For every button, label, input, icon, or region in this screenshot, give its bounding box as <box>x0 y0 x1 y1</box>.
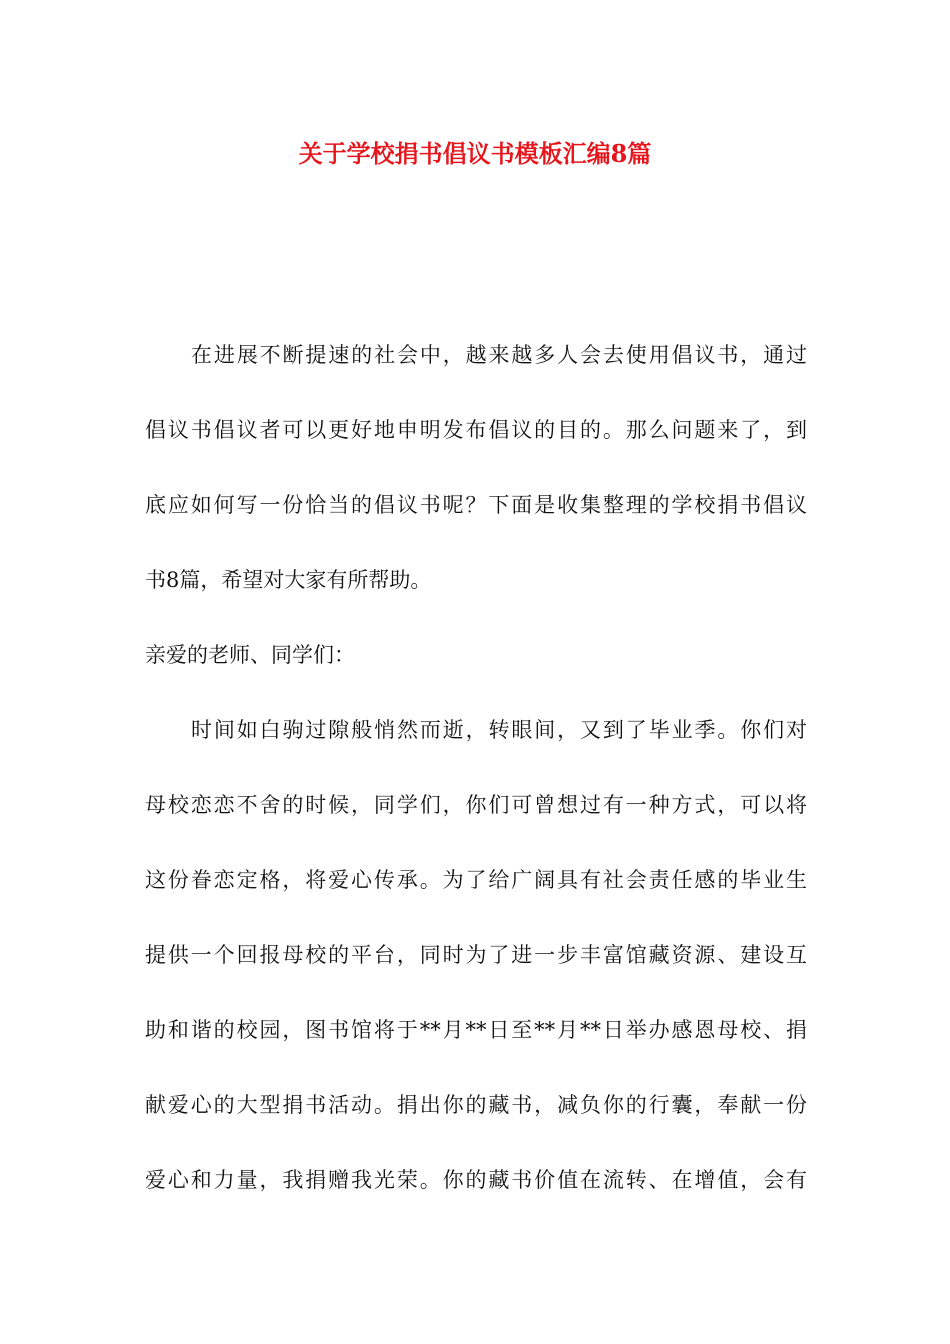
paragraph-line: 提供一个回报母校的平台，同时为了进一步丰富馆藏资源、建设互 <box>145 943 807 967</box>
salutation: 亲爱的老师、同学们： <box>145 643 355 667</box>
paragraph-line: 爱心和力量，我捐赠我光荣。你的藏书价值在流转、在增值，会有 <box>145 1168 807 1192</box>
paragraph-line: 底应如何写一份恰当的倡议书呢？下面是收集整理的学校捐书倡议 <box>145 493 807 517</box>
paragraph-line: 倡议书倡议者可以更好地申明发布倡议的目的。那么问题来了，到 <box>145 418 807 442</box>
paragraph-line: 献爱心的大型捐书活动。捐出你的藏书，减负你的行囊，奉献一份 <box>145 1093 807 1117</box>
paragraph-line: 这份眷恋定格，将爱心传承。为了给广阔具有社会责任感的毕业生 <box>145 868 807 892</box>
paragraph-line: 助和谐的校园，图书馆将于**月**日至**月**日举办感恩母校、捐 <box>145 1018 807 1042</box>
paragraph-line: 书8篇，希望对大家有所帮助。 <box>145 568 432 592</box>
paragraph-line: 时间如白驹过隙般悄然而逝，转眼间，又到了毕业季。你们对 <box>191 718 807 742</box>
paragraph-line: 母校恋恋不舍的时候，同学们，你们可曾想过有一种方式，可以将 <box>145 793 807 817</box>
paragraph-line: 在进展不断提速的社会中，越来越多人会去使用倡议书，通过 <box>191 343 807 367</box>
document-body <box>145 318 807 1218</box>
document-title: 关于学校捐书倡议书模板汇编8篇 <box>298 139 652 168</box>
